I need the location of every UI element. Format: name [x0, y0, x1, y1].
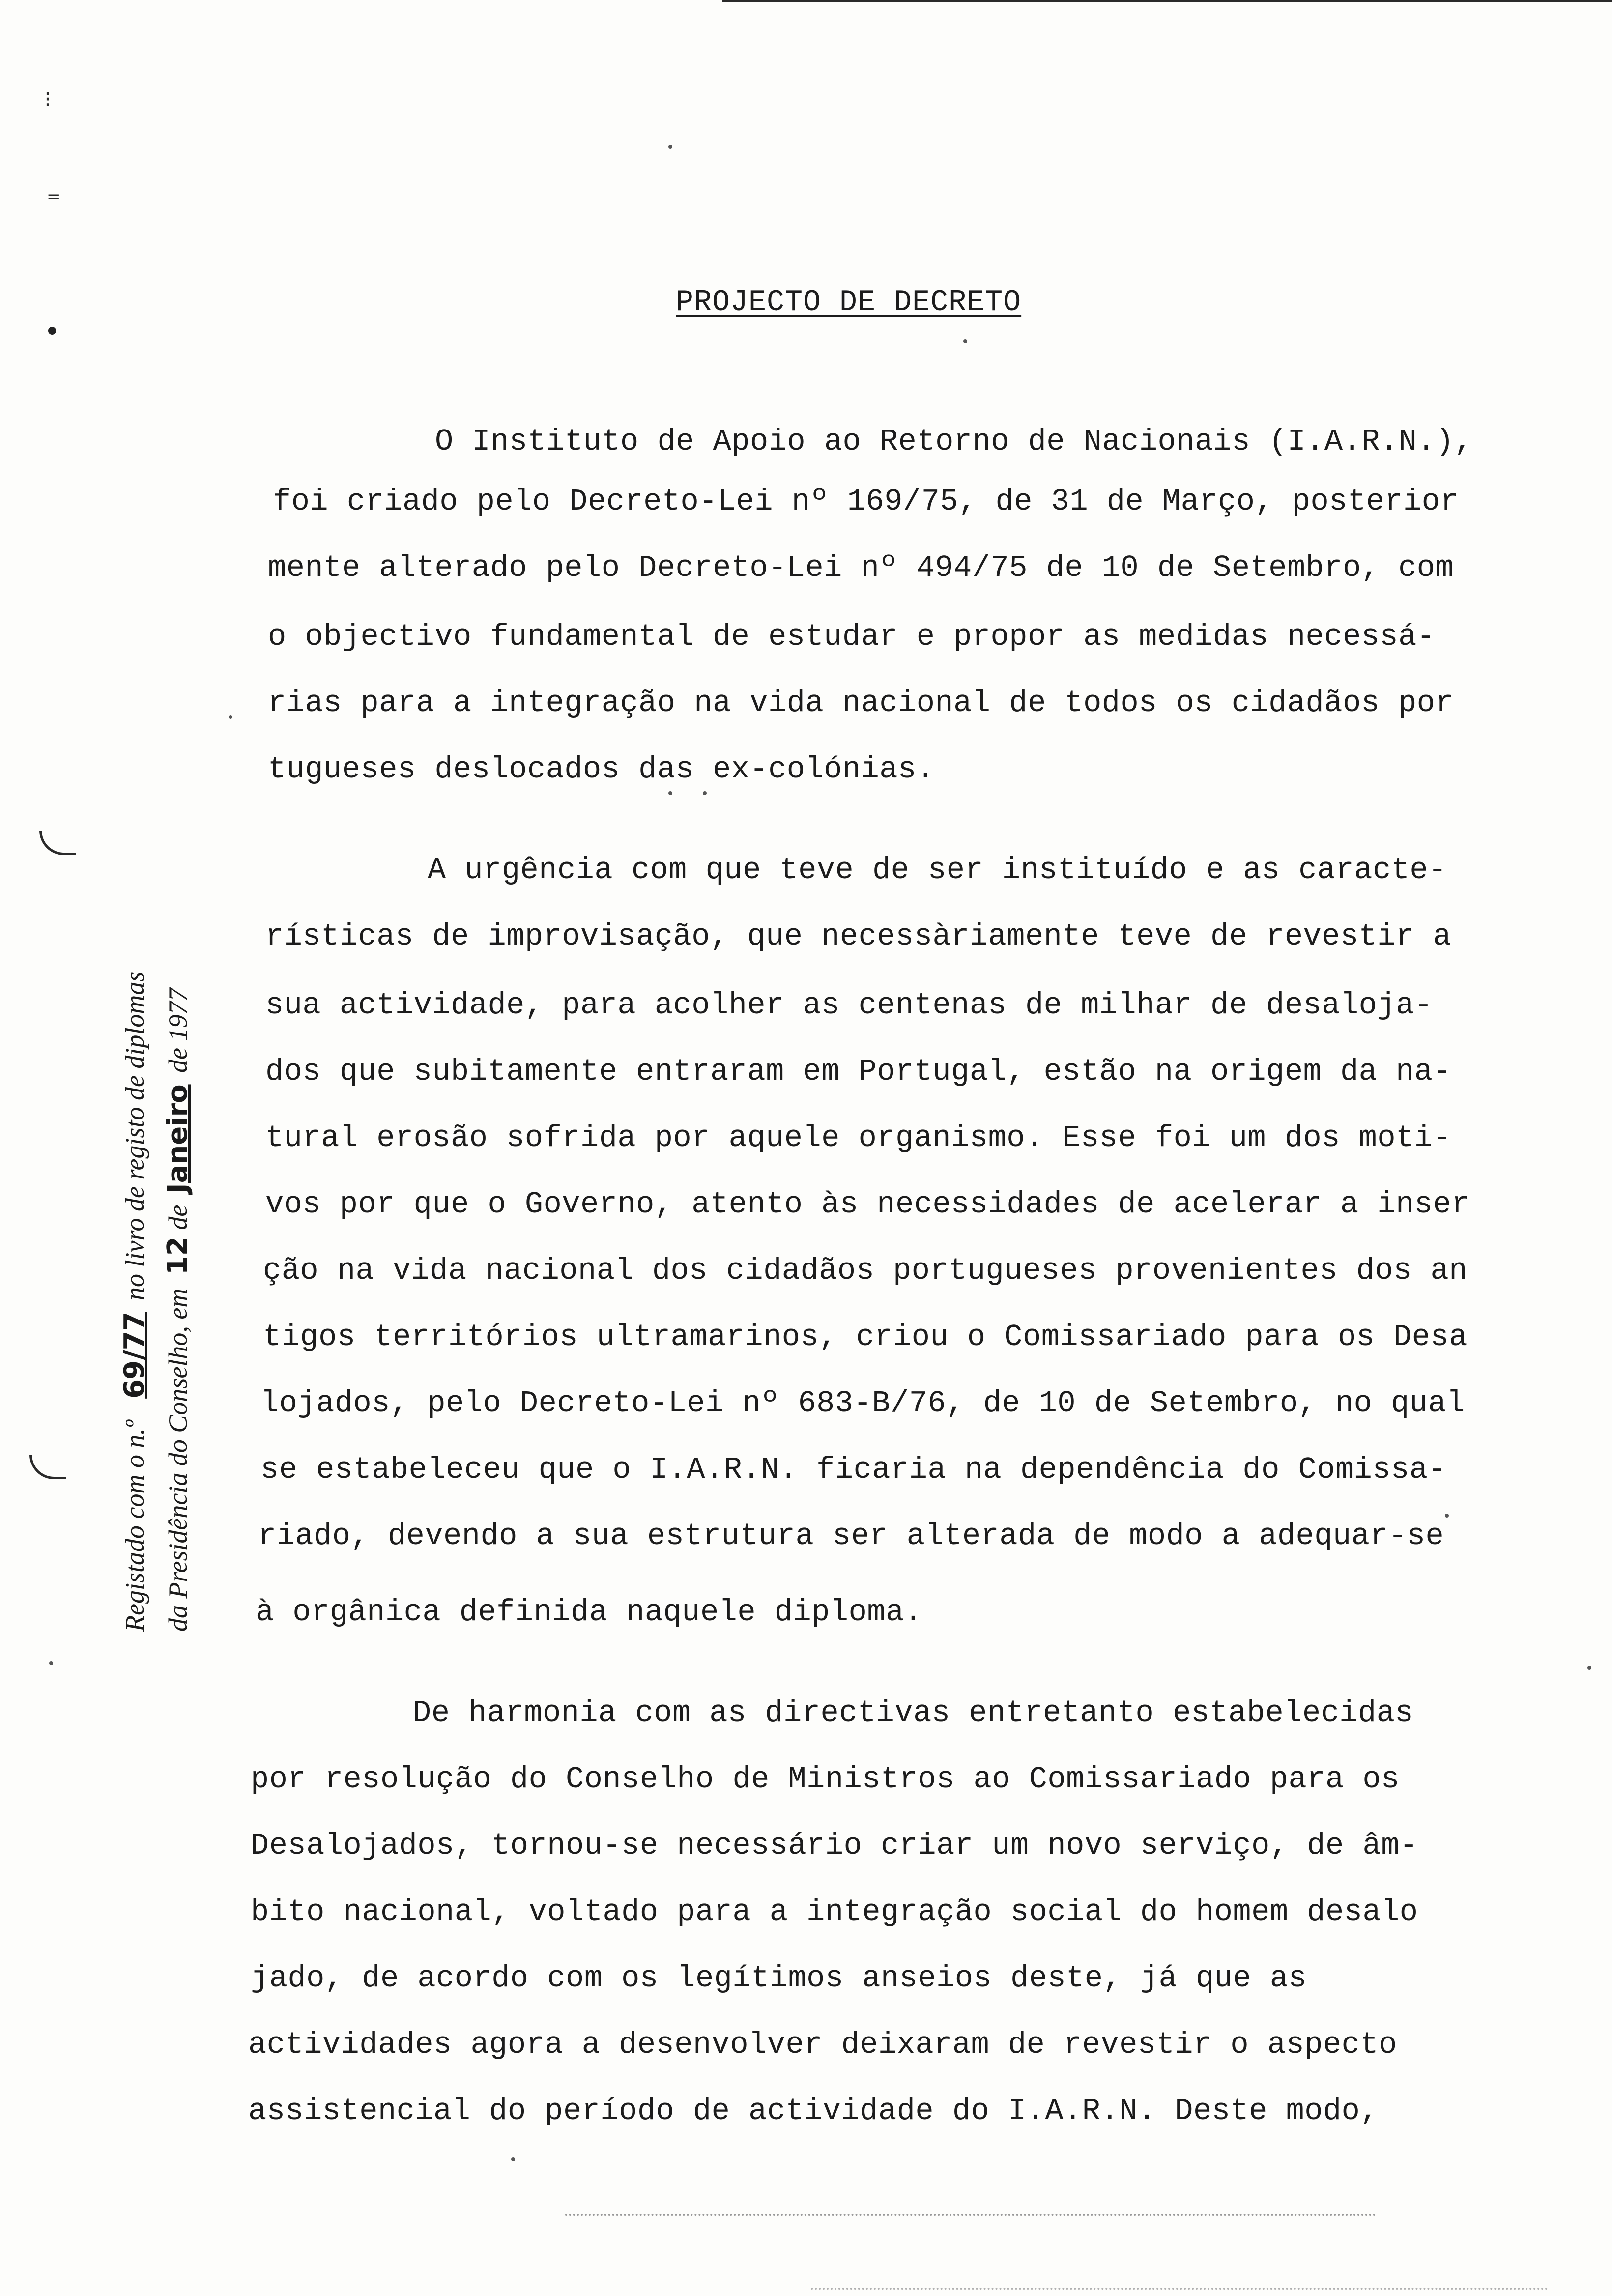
- registration-stamp-suffix: no livro de registo de diplomas: [120, 971, 149, 1300]
- dust-dot: [963, 339, 967, 343]
- dust-dot: [668, 791, 672, 795]
- registration-stamp: [113, 796, 200, 1632]
- paragraph-3-line: actividades agora a desenvolver deixaram de revestir o aspecto: [248, 2027, 1397, 2062]
- paragraph-2-line: vos por que o Governo, atento às necessidades de acelerar a inser: [265, 1187, 1470, 1222]
- paragraph-1-line: mente alterado pelo Decreto-Lei nº 494/75 de 10 de Setembro, com: [268, 550, 1454, 585]
- scan-mark-small: =: [47, 187, 61, 206]
- dust-dot: [1445, 1514, 1449, 1518]
- dust-dot: [229, 715, 232, 719]
- registration-de: de: [163, 1205, 193, 1230]
- registration-stamp-prefix: Registado com o n.º: [120, 1420, 149, 1632]
- scan-dot: [48, 327, 56, 335]
- paragraph-2-line: dos que subitamente entraram em Portugal, estão na origem da na-: [265, 1054, 1452, 1089]
- dust-dot: [1587, 1666, 1591, 1670]
- margin-bracket-upper: [39, 831, 76, 855]
- paragraph-2-line: rísticas de improvisação, que necessàriamente teve de revestir a: [265, 919, 1452, 954]
- paragraph-2-line: riado, devendo a sua estrutura ser alterada de modo a adequar-se: [258, 1519, 1444, 1553]
- paragraph-1-line: tugueses deslocados das ex-colónias.: [268, 752, 935, 787]
- dust-dot: [703, 791, 707, 795]
- paragraph-2-line: tural erosão sofrida por aquele organismo. Esse foi um dos moti-: [265, 1120, 1452, 1155]
- paragraph-2-line: tigos territórios ultramarinos, criou o Comissariado para os Desa: [263, 1320, 1468, 1354]
- registration-year: de 1977: [163, 988, 193, 1073]
- paragraph-2-line: lojados, pelo Decreto-Lei nº 683-B/76, de 10 de Setembro, no qual: [260, 1386, 1465, 1421]
- paragraph-2-line: ção na vida nacional dos cidadãos portugueses provenientes dos an: [263, 1253, 1468, 1288]
- paragraph-1-line: rias para a integração na vida nacional de todos os cidadãos por: [268, 686, 1454, 720]
- registration-stamp-line-2: [156, 796, 200, 1632]
- registration-month: Janeiro: [162, 1084, 194, 1194]
- registration-stamp-office: da Presidência do Conselho, em: [163, 1288, 193, 1632]
- paragraph-3-line: assistencial do período de actividade do I.A.R.N. Deste modo,: [248, 2094, 1379, 2128]
- paragraph-3-line: jado, de acordo com os legítimos anseios deste, já que as: [251, 1961, 1307, 1996]
- top-border-line: [722, 0, 1612, 2]
- dust-dot: [668, 145, 672, 149]
- scan-noise-bottom: [565, 2214, 1376, 2218]
- margin-bracket-lower: [29, 1455, 66, 1479]
- registration-number: 69/77: [118, 1312, 150, 1399]
- paragraph-3-line: De harmonia com as directivas entretanto estabelecidas: [413, 1695, 1414, 1730]
- paragraph-1-line: foi criado pelo Decreto-Lei nº 169/75, de 31 de Março, posterior: [273, 484, 1459, 519]
- scan-mark-top: ⁝: [44, 86, 52, 113]
- paragraph-3-line: Desalojados, tornou-se necessário criar um novo serviço, de âm-: [251, 1828, 1418, 1863]
- paragraph-3-line: por resolução do Conselho de Ministros ao Comissariado para os: [251, 1762, 1400, 1797]
- registration-day: 12: [162, 1236, 194, 1275]
- paragraph-1-line: O Instituto de Apoio ao Retorno de Nacionais (I.A.R.N.),: [435, 424, 1473, 459]
- paragraph-2-line: sua actividade, para acolher as centenas de milhar de desaloja-: [265, 988, 1433, 1023]
- scan-noise-edge: [811, 2288, 1548, 2292]
- paragraph-2-line: se estabeleceu que o I.A.R.N. ficaria na dependência do Comissa-: [260, 1452, 1447, 1487]
- paragraph-2-line: à orgânica definida naquele diploma.: [256, 1595, 923, 1630]
- dust-dot: [511, 2157, 515, 2161]
- dust-dot: [49, 1661, 53, 1665]
- paragraph-1-line: o objectivo fundamental de estudar e propor as medidas necessá-: [268, 619, 1436, 654]
- page-title: PROJECTO DE DECRETO: [676, 286, 1022, 319]
- registration-stamp-line-1: [113, 796, 156, 1632]
- paragraph-2-line: A urgência com que teve de ser instituído e as caracte-: [428, 853, 1447, 888]
- paragraph-3-line: bito nacional, voltado para a integração social do homem desalo: [251, 1894, 1418, 1929]
